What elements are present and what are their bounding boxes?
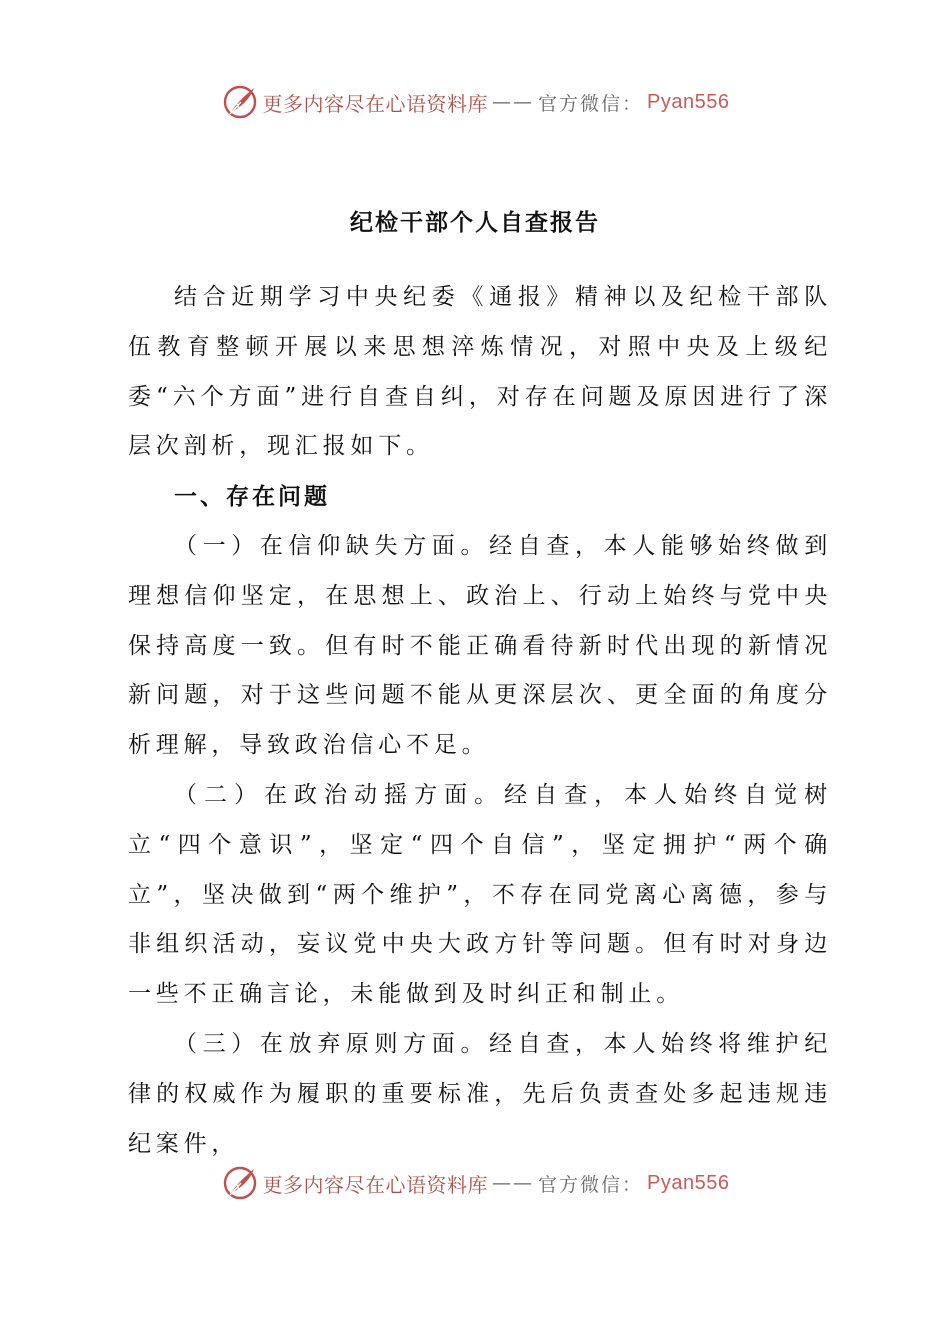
quill-pen-logo-icon bbox=[221, 1164, 259, 1202]
paragraph-faith: （一）在信仰缺失方面。经自查，本人能够始终做到理想信仰坚定，在思想上、政治上、行动上始终与党中央保持高度一致。但有时不能正确看待新时代出现的新情况新问题，对于这些问题不能从更深层次、更全面的角度分析理解，导致政治信心不足。 bbox=[128, 532, 832, 759]
paragraph-politics: （二）在政治动摇方面。经自查，本人始终自觉树立“四个意识”，坚定“四个自信”，坚定拥护“两个确立”，坚决做到“两个维护”，不存在同党离心离德，参与非组织活动，妄议党中央大政方针等问题。但有时对身边一些不正确言论，未能做到及时纠正和制止。 bbox=[128, 781, 832, 1008]
watermark-promo-text: 更多内容尽在心语资料库 bbox=[262, 91, 488, 116]
header-watermark bbox=[0, 80, 950, 124]
document-title: 纪检干部个人自查报告 bbox=[350, 209, 600, 236]
watermark-official-label: 官方微信： bbox=[538, 1173, 644, 1196]
watermark-separator: —— bbox=[492, 91, 534, 113]
watermark-wechat-id: Pyan556 bbox=[647, 90, 730, 113]
footer-watermark bbox=[0, 1161, 950, 1205]
watermark-separator: —— bbox=[492, 1172, 534, 1194]
document-body bbox=[128, 273, 832, 1169]
intro-paragraph: 结合近期学习中央纪委《通报》精神以及纪检干部队伍教育整顿开展以来思想淬炼情况，对照中央及上级纪委“六个方面”进行自查自纠，对存在问题及原因进行了深层次剖析，现汇报如下。 bbox=[128, 284, 832, 460]
section-heading: 一、存在问题 bbox=[174, 483, 330, 511]
paragraph-principles: （三）在放弃原则方面。经自查，本人始终将维护纪律的权威作为履职的重要标准，先后负责查处多起违规违纪案件， bbox=[128, 1030, 832, 1157]
watermark-official-label: 官方微信： bbox=[538, 92, 644, 115]
watermark-promo-text: 更多内容尽在心语资料库 bbox=[262, 1172, 488, 1197]
quill-pen-logo-icon bbox=[221, 83, 259, 121]
watermark-wechat-id: Pyan556 bbox=[647, 1171, 730, 1194]
